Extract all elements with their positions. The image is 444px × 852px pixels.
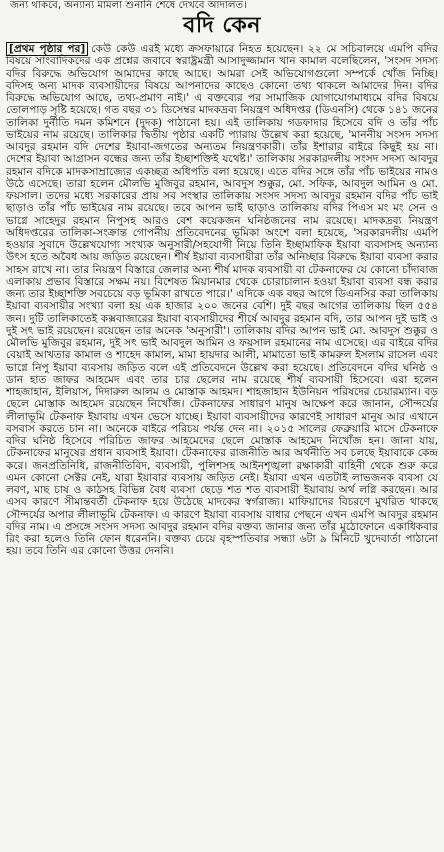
continuation-tag: [প্রথম পৃষ্ঠার পর]	[6, 42, 88, 56]
article-headline: বদি কেন	[183, 13, 261, 38]
previous-article-last-line: জন্য থাকবে, অন্যান্য মামলা শুনানি শেষে দেখবে আদালত।	[10, 0, 247, 11]
article-body	[4, 43, 440, 558]
article-body-text: কেউ কেউ এরই মধ্যে ক্রসফায়ারে নিহত হয়েছেন। ২২ মে সচিবালয়ে এমপি বদির বিষয়ে সাংবাদিকদের এক প্রশ্নের জবাবে স্বরাষ্ট্রমন্ত্রী আসাদুজ্জামান খান কামাল বলেছিলেন, 'সংসদ সদস্য বদির বিরুদ্ধে অভিযোগ আমাদের কাছে আছে। আমরা সেই অভিযোগগুলো সম্পর্কে খোঁজ নিচ্ছি। বদিসহ অন্য মাদক ব্যবসায়ীদের বিষয়ে আপনাদের কাছেও কোনো তথ্য থাকলে আমাদের দিন। বদির বিরুদ্ধে অভিযোগ আছে, তথ্য-প্রমাণ নাই।' এ বক্তব্যের পর সামাজিক যোগাযোগমাধ্যমে বদির বিষয়ে তোলপাড় সৃষ্টি হয়েছে। গত বছর ৩১ ডিসেম্বর মাদকদ্রব্য নিয়ন্ত্রণ অধিদপ্তর (ডিএনসি) থেকে ১৪১ জনের তালিকা দুর্নীতি দমন কমিশনে (দুদক) পাঠানো হয়। এই তালিকায় গডফাদার হিসেবে বদি ও তাঁর পাঁচ ভাইয়ের নাম রয়েছে। তালিকার দ্বিতীয় পৃষ্ঠার একটি প্যারায় উল্লেখ করা হয়েছে, 'মাননীয় সংসদ সদস্য আবদুর রহমান বদি দেশের ইয়াবা-জগতের অন্যতম নিয়ন্ত্রণকারী। তাঁর ইশারার বাইরে কিছুই হয় না। দেশের ইয়াবা আগ্রাসন বন্ধের জন্য তাঁর ইচ্ছাশক্তিই যথেষ্ট।' তালিকায় সরকারদলীয় সংসদ সদস্য আবদুর রহমান বদিকে মাদকসাম্রাজ্যের একচ্ছত্র অধিপতি বলা হয়েছে। এতে বদির সঙ্গে তাঁর পাঁচ ভাইয়ের নামও উঠে এসেছে। তারা হলেন মৌলভি মুজিবুর রহমান, আবদুস শুক্কুর, মো. সফিক, আবদুল আমিন ও মো. ফয়সাল। তদের মধ্যে সরকারের প্রায় সব সংস্থার তালিকায় সংসদ সদস্য আবদুর রহমান বদির পাঁচ ভাই ছাড়াও তাঁর পাঁচ ভাইয়ের নাম রয়েছে। তবে আপন ভাই ছাড়াও তালিকায় বদির পিএস মং মং সেন ও ভাগ্নে সাহেদুর রহমান নিপুসহ আরও বেশ কয়েকজন ঘনিষ্ঠজনের নাম রয়েছে। মাদকদ্রব্য নিয়ন্ত্রণ অধিদপ্তরের তালিকা-সংক্রান্ত গোপনীয় প্রতিবেদনের ভূমিকা অংশে বলা হয়েছে, 'সরকারদলীয় এমপি হওয়ার সুবাদে উল্লেখযোগ্য সংখ্যক অনুসারী/সহযোগী নিয়ে তিনি ইচ্ছামাফিক ইয়াবা ব্যবসাসহ অন্যান্য উৎস হতে অবৈধ আয় জড়িত রয়েছেন। শীর্ষ ইয়াবা ব্যবসায়ীরা তাঁর অনিচ্ছার বিরুদ্ধে ইয়াবা ব্যবসা করার সাহস রাখে না। তার নিয়ন্ত্রণ বিস্তারে জেলার অন্য শীর্ষ মাদক ব্যবসায়ী বা টেকনাফের যে কোনো চাঁদাবাজ এলাকায় প্রভাব বিস্তারে সক্ষম নয়। বিশেষত মিয়ানমার থেকে চোরাচালান হওয়া ইয়াবা ব্যবসা বন্ধ করার জন্য তার ইচ্ছাশক্তি সবচেয়ে বড় ভূমিকা রাখতে পারে।' এদিকে এক বছর আগে ডিএনসির করা তালিকায় ইয়াবা ব্যবসায়ীর সংখ্যা বলা হয় এক হাজার ২০০ জনের বেশি। দুই বছর আগের তালিকায় ছিল ৫৫৪ জন। দুটি তালিকাতেই কক্সবাজারের ইয়াবা ব্যবসায়ীদের শীর্ষে আবদুর রহমান বদি, তার আপন দুই ভাই ও দুই সৎ ভাই রয়েছেন। রয়েছেন তার অনেক 'অনুসারী'। তালিকায় বদির আপন ভাই মো. আবদুস শুক্কুর ও মৌলভি মুজিবুর রহমান, দুই সৎ ভাই আবদুল আমিন ও ফয়সাল রহমানের নাম এসেছে। এর বাইরে বদির বেয়াই আখতার কামাল ও শাহেদ কামাল, মামা হায়দার আলী, মামাতো ভাই কামরুল ইসলাম রাসেল এবং ভাগ্নে নিপু ইয়াবা ব্যবসায় জড়িত বলে এই প্রতিবেদনে উল্লেখ করা হয়েছে। প্রতিবেদনে বদির ঘনিষ্ঠ ও ডান হাত জাফর আহমেদ এবং তার চার ছেলের নাম রয়েছে শীর্ষ ব্যবসায়ী হিসেবে। এরা হলেন শাহজাহান, ইলিয়াস, দিদারুল আলম ও মোস্তাক আহমদ। শাহজাহান ইউনিয়ন পরিষদের চেয়ারম্যান। বড় ছেলে মোস্তাক আহমেদ রয়েছেন নিখোঁজ। টেকনাফের সাধারণ মানুষ আক্ষেপ করে জানান, সৌন্দর্যের লীলাভূমি টেকনাফ ইয়াবায় এখন ভেসে যাচ্ছে। ইয়াবা ব্যবসায়ীদের কারণেই সাধারণ মানুষ আর এখানে বসবাস করতে চান না। অনেকে বাইরে পরিচয় পর্যন্ত দেন না। ২০১৫ সালের ফেব্রুয়ারি মাসে টেকনাফে বদির ঘনিষ্ঠ হিসেবে পরিচিত জাফর আহমেদের ছেলে মোস্তাক আহমেদ নিখোঁজ হন। জানা যায়, টেকনাফের মানুষের প্রধান ব্যবসাই ইয়াবা। টেকনাফের রাজনীতি আর অর্থনীতি সব চলছে ইয়াবাকে কেন্দ্র করে। জনপ্রতিনিধি, রাজনীতিবিদ, ব্যবসায়ী, পুলিশসহ আইনশৃঙ্খলা রক্ষাকারী বাহিনী থেকে শুরু করে এমন কোনো সেক্টর নেই, যারা ইয়াবার ব্যবসায় জড়িত নেই। ইয়াবা এখন এতটাই লাভজনক ব্যবসা যে লবণ, মাছ চাষ ও কাঠসহ বিভিন্ন বৈধ ব্যবসা ছেড়ে শত শত ব্যবসায়ী ইয়াবায় অর্থ লগ্নি করছেন। আর এসব কারণে সীমান্তবর্তী টেকনাফ হয়ে উঠেছে মাদকের স্বর্গরাজ্য। মাফিয়াদের বিচরণে মুখরিত থাকছে সৌন্দর্যের অপার লীলাভূমি টেকনাফ। এ কারণে ইয়াবা ব্যবসায় বাধার পেছনে এখন এমপি আবদুর রহমান বদির নাম। এ প্রসঙ্গে সংসদ সদস্য আবদুর রহমান বদির বক্তব্য জানার জন্য তাঁর মুঠোফোনে একাধিকবার রিং করা হলেও তিনি ফোন ধরেননি। বক্তব্য চেয়ে বৃহস্পতিবার সন্ধ্যা ৬টা ৯ মিনিটে খুদেবার্তা পাঠানো হয়। তবে তিনি এর কোনো উত্তর দেননি।	[6, 43, 438, 558]
